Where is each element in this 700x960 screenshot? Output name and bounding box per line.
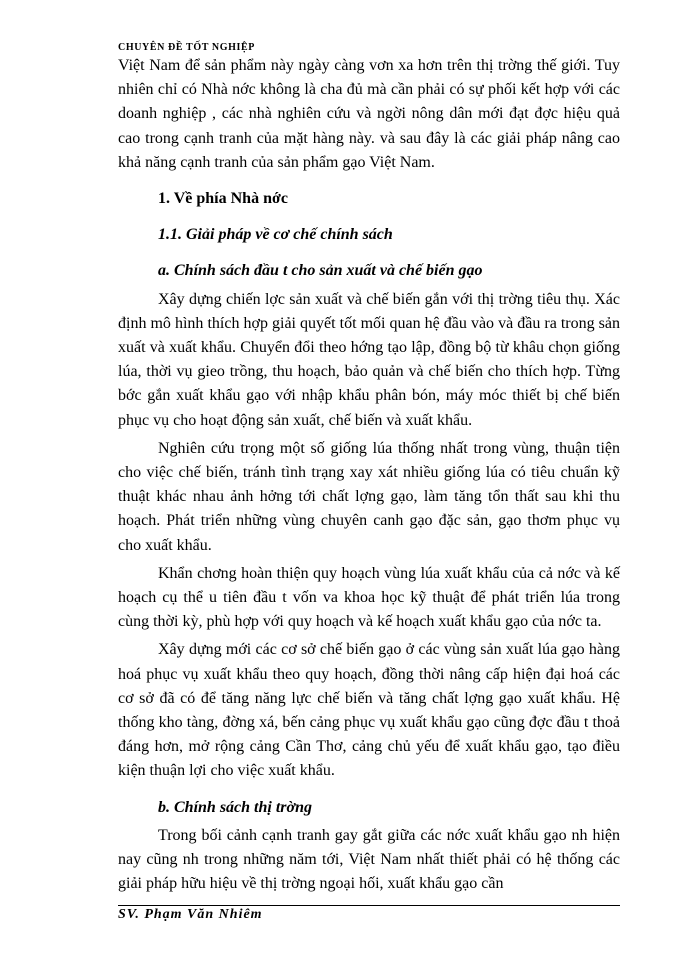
paragraph-intro: Việt Nam để sản phẩm này ngày càng vơn xa hơn trên thị trờng thế giới. Tuy nhiên chỉ có Nhà nớc không là cha đủ mà cần phải có sự phối kết hợp với các doanh nghiệp , các nhà nghiên cứu và ngời nông dân mới đạt đợc hiệu quả cao trong cạnh tranh của mặt hàng này. và sau đây là các giải pháp nâng cao khả năng cạnh tranh của sản phẩm gạo Việt Nam. bbox=[118, 57, 620, 171]
heading-market-policy: b. Chính sách thị trờng bbox=[158, 798, 312, 816]
heading-investment-policy: a. Chính sách đầu t cho sản xuất và chế biến gạo bbox=[158, 262, 483, 280]
heading-state-side: 1. Về phía Nhà nớc bbox=[158, 190, 288, 208]
paragraph-processing-facilities: Xây dựng mới các cơ sở chế biến gạo ở các vùng sản xuất lúa gạo hàng hoá phục vụ xuất khẩu theo quy hoạch, đồng thời nâng cấp hiện đại hoá các cơ sở đã có để tăng năng lực chế biến và tăng chất lợng gạo xuất khẩu. Hệ thống kho tàng, đờng xá, bến cảng phục vụ xuất khẩu gạo cũng đợc đầu t thoả đáng hơn, mở rộng cảng Cần Thơ, cảng chủ yếu để xuất khẩu gạo, tạo điều kiện thuận lợi cho việc xuất khẩu. bbox=[118, 641, 620, 780]
footer-divider bbox=[118, 905, 620, 906]
document-body bbox=[118, 54, 620, 897]
paragraph-rice-varieties: Nghiên cứu trọng một số giống lúa thống nhất trong vùng, thuận tiện cho việc chế biến, tránh tình trạng xay xát nhiều giống lúa có tiêu chuẩn kỹ thuật khác nhau ảnh hởng tới chất lợng gạo, làm tăng tổn thất sau khi thu hoạch. Phát triển những vùng chuyên canh gạo đặc sản, gạo thơm phục vụ cho xuất khẩu. bbox=[118, 439, 620, 554]
paragraph-strategy: Xây dựng chiến lợc sản xuất và chế biến gắn với thị trờng tiêu thụ. Xác định mô hình thích hợp giải quyết tốt mối quan hệ đầu vào và đầu ra trong sản xuất và xuất khẩu. Chuyển đổi theo hớng tạo lập, đồng bộ từ khâu chọn giống lúa, thời vụ gieo trồng, thu hoạch, bảo quản và chế biến cho thích hợp. Từng bớc gắn xuất khẩu gạo với nhập khẩu phân bón, máy móc thiết bị chế biến phục vụ cho hoạt động sản xuất, chế biến và xuất khẩu. bbox=[118, 290, 620, 429]
paragraph-planning: Khẩn chơng hoàn thiện quy hoạch vùng lúa xuất khẩu của cả nớc và kế hoạch cụ thể u tiên đầu t vốn va khoa học kỹ thuật để phát triển lúa trong cùng thời kỳ, phù hợp với quy hoạch và kế hoạch xuất khẩu gạo của nớc ta. bbox=[118, 564, 620, 631]
heading-policy-mechanism: 1.1. Giải pháp về cơ chế chính sách bbox=[158, 226, 393, 244]
page-header: CHUYÊN ĐỀ TỐT NGHIỆP bbox=[118, 42, 255, 53]
page-footer: SV. Phạm Văn Nhiêm bbox=[118, 907, 263, 922]
paragraph-market-context: Trong bối cảnh cạnh tranh gay gắt giữa các nớc xuất khẩu gạo nh hiện nay cũng nh trong những năm tới, Việt Nam nhất thiết phải có hệ thống các giải pháp hữu hiệu về thị trờng ngoại hối, xuất khẩu gạo cần bbox=[118, 826, 620, 893]
